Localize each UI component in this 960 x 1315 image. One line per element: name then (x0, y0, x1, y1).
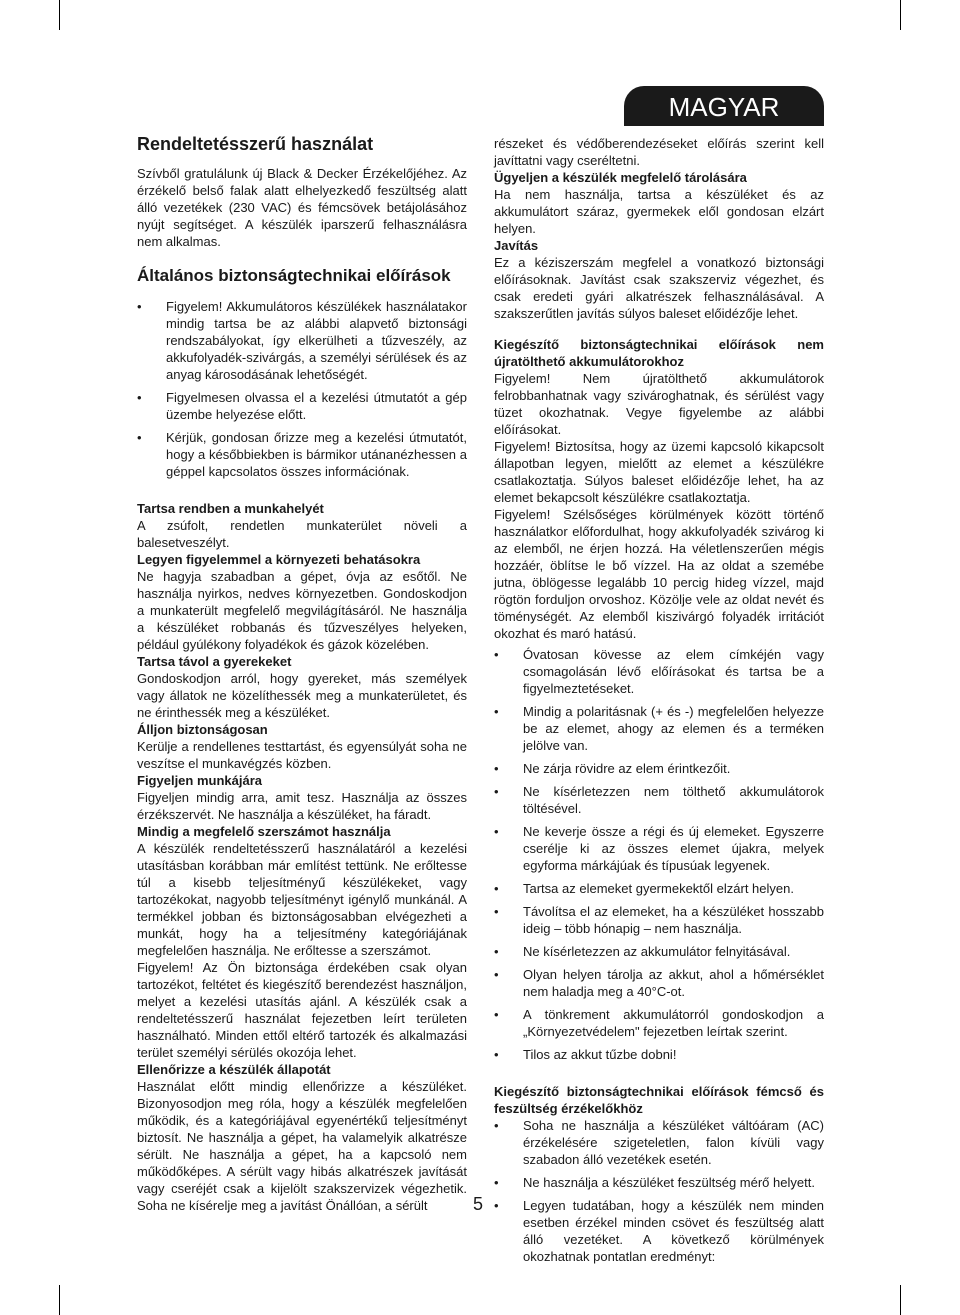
section-text: Figyeljen mindig arra, amit tesz. Használja az összes érzékszervét. Ne használja a készüléket, ha fáradt. (137, 790, 467, 822)
section-heading: Figyeljen munkájára (137, 773, 262, 788)
section-text: Kerülje a rendellenes testtartást, és egyensúlyát soha ne veszítse el munkavégzés közben. (137, 739, 467, 771)
left-column (137, 133, 467, 1214)
section-text: Figyelem! Az Ön biztonsága érdekében csak olyan tartozékot, feltétet és kiegészítő berendezést használjon, melyet a kezelési utasítás ajánl. A készülék csak a rendeltetésszerű használat fejezetben leírt területen használható. Minden ettől eltérő tartozék és alkalmazási terület személyi sérülés okozója lehet. (137, 960, 467, 1060)
section-heading: Javítás (494, 238, 539, 253)
list-item: • Figyelmesen olvassa el a kezelési útmutatót a gép üzembe helyezése előtt. (137, 389, 467, 423)
intended-use-title: Rendeltetésszerű használat (137, 134, 374, 154)
detector-list (494, 1117, 824, 1265)
language-tab: MAGYAR (624, 86, 824, 126)
list-item: • A tönkrement akkumulátorról gondoskodjon a „Környezetvédelem" fejezetben leírtak szerint. (494, 1006, 824, 1040)
section-text: Ne hagyja szabadban a gépet, óvja az esőtől. Ne használja nyirkos, nedves környezetben. Gondoskodjon a munkaterült megfelelő megvilágításáról. Ne használja a készüléket robbanás és tűzveszélyes helyeken, például gyúlékony folyadékok és gázok közelében. (137, 569, 467, 652)
page-number: 5 (473, 1194, 484, 1214)
warning-paragraph: Figyelem! Szélsőséges körülmények között történő használatkor előfordulhat, hogy akkufolyadék szivárog ki az elemből, ne érjen hozzá. Ha véletlenszerűen mégis hozzáér, öblítse le bő vízzel. Ha az oldat a szemébe jutna, öblögesse legalább 10 percig hideg vízzel, majd rögtön forduljon orvoshoz. Közölje vele az oldat nevét és töménységét. Az elemből kiszivárgó folyadék irritációt okozhat és maró hatású. (494, 507, 824, 641)
list-item: • Legyen tudatában, hogy a készülék nem minden esetben érzékel minden csövet és feszültség alatt álló vezetéket. A következő körülmények okozhatnak pontatlan eredményt: (494, 1197, 824, 1265)
list-item: • Távolítsa el az elemeket, ha a készüléket hosszabb ideig – több hónapig – nem használja. (494, 903, 824, 937)
list-item: • Soha ne használja a készüléket váltóáram (AC) érzékelésére szigeteletlen, falon kívüli vagy szabadon álló vezetékek esetén. (494, 1117, 824, 1168)
list-item: • Mindig a polaritásnak (+ és -) megfelelően helyezze be az elemet, ahogy az elemen és a terméken jelölve van. (494, 703, 824, 754)
crop-mark (59, 1285, 60, 1315)
list-item: • Ne kísérletezzen az akkumulátor felnyitásával. (494, 943, 824, 960)
section-heading: Ellenőrizze a készülék állapotát (137, 1062, 331, 1077)
detector-safety-title: Kiegészítő biztonságtechnikai előírások fémcső és feszültség érzékelőkhöz (494, 1084, 824, 1116)
section-heading: Mindig a megfelelő szerszámot használja (137, 824, 391, 839)
section-text: A zsúfolt, rendetlen munkaterület növeli a balesetveszélyt. (137, 518, 467, 550)
crop-mark (900, 0, 901, 30)
crop-mark (900, 1285, 901, 1315)
safety-title: Általános biztonságtechnikai előírások (137, 266, 451, 285)
list-item: • Ne keverje össze a régi és új elemeket. Egyszerre cserélje ki az összes elemet újakra, melyek egyforma márkájúak és típusúak legyenek. (494, 823, 824, 874)
crop-mark (59, 0, 60, 30)
list-item: • Kérjük, gondosan őrizze meg a kezelési útmutatót, hogy a későbbiekben is bármikor utánanézhessen a géppel kapcsolatos összes információnak. (137, 429, 467, 480)
right-column (494, 135, 824, 1271)
list-item: • Ne zárja rövidre az elem érintkezőit. (494, 760, 824, 777)
section-heading: Álljon biztonságosan (137, 722, 268, 737)
section-heading: Tartsa rendben a munkahelyét (137, 501, 324, 516)
safety-list (137, 298, 467, 480)
section-text: Gondoskodjon arról, hogy gyereket, más személyek vagy állatok ne közelíthessék meg a munkaterületet, és ne érinthessék meg a készüléket. (137, 671, 467, 720)
section-text: Ha nem használja, tartsa a készüléket és az akkumulátort száraz, gyermekek elől gondosan elzárt helyen. (494, 187, 824, 236)
battery-safety-title: Kiegészítő biztonságtechnikai előírások nem újratölthető akkumulátorokhoz (494, 337, 824, 369)
warning-paragraph: Figyelem! Biztosítsa, hogy az üzemi kapcsoló kikapcsolt állapotban legyen, mielőtt az elemet a készülékre csatlakoztatja. Súlyos baleset előidézője lehet, ha az elemet bekapcsolt készülékre csatlakoztatja. (494, 439, 824, 505)
section-text: Használat előtt mindig ellenőrizze a készüléket. Bizonyosodjon meg róla, hogy a készülék megfelelően működik, és a kategóriájával egyenértékű teljesítményt biztosít. Ne használja a gépet, ha valamelyik alkatrésze sérült. Ne használja a gépet, ha a kapcsoló nem működőképes. A sérült vagy hibás alkatrészek javítását vagy cseréjét csak a kijelölt szakszervizek végezhetik. Soha ne kísérelje meg a javítást Önállóan, a sérült (137, 1079, 467, 1213)
section-text: A készülék rendeltetésszerű használatáról a kezelési utasításban korábban már említést tettünk. Ne erőltesse túl a kisebb teljesítményű készülékeket, vagy tartozékokat, nagyobb teljesítményt igénylő munkánál. A termékkel jobban és biztonságosabban elvégezheti a munkát, hogy ha a teljesítmény kategóriájának megfelelően használja. Ne erőltesse a szerszámot. (137, 841, 467, 958)
section-heading: Tartsa távol a gyerekeket (137, 654, 292, 669)
list-item: • Tilos az akkut tűzbe dobni! (494, 1046, 824, 1063)
section-heading: Legyen figyelemmel a környezeti behatásokra (137, 552, 421, 567)
intro-paragraph: Szívből gratulálunk új Black & Decker Érzékelőjéhez. Az érzékelő belső falak alatt elhelyezkedő feszültség alatt álló vezetékek (230 VAC) és fémcsövek betájolásához nyújt segítséget. A készülék iparszerű felhasználásra nem alkalmas. (137, 166, 467, 249)
list-item: • Tartsa az elemeket gyermekektől elzárt helyen. (494, 880, 824, 897)
list-item: • Olyan helyen tárolja az akkut, ahol a hőmérséklet nem haladja meg a 40°C-ot. (494, 966, 824, 1000)
warning-paragraph: Figyelem! Nem újratölthető akkumulátorok felrobbanhatnak vagy szivároghatnak, és sérülést vagy tüzet okozhatnak. Vegye figyelembe az alábbi előírásokat. (494, 371, 824, 437)
list-item: • Ne használja a készüléket feszültség mérő helyett. (494, 1174, 824, 1191)
continued-text: részeket és védőberendezéseket előírás szerint kell javíttatni vagy cseréltetni. (494, 136, 824, 168)
section-text: Ez a kéziszerszám megfelel a vonatkozó biztonsági előírásoknak. Javítást csak szakszerviz végezhet, és csak eredeti gyári alkatrészek felhasználásával. A szakszerűtlen javítás súlyos baleset előidézője lehet. (494, 255, 824, 321)
list-item: • Óvatosan kövesse az elem címkéjén vagy csomagolásán lévő előírásokat és tartsa be a figyelmeztetéseket. (494, 646, 824, 697)
section-heading: Ügyeljen a készülék megfelelő tárolására (494, 170, 747, 185)
list-item: • Ne kísérletezzen nem tölthető akkumulátorok töltésével. (494, 783, 824, 817)
battery-list (494, 646, 824, 1063)
list-item: • Figyelem! Akkumulátoros készülékek használatakor mindig tartsa be az alábbi alapvető biztonsági rendszabályokat, így elkerülheti a tűzveszély, az akkufolyadék-szivárgás, a személyi sérülések és az anyag károsodásának lehetőségét. (137, 298, 467, 383)
